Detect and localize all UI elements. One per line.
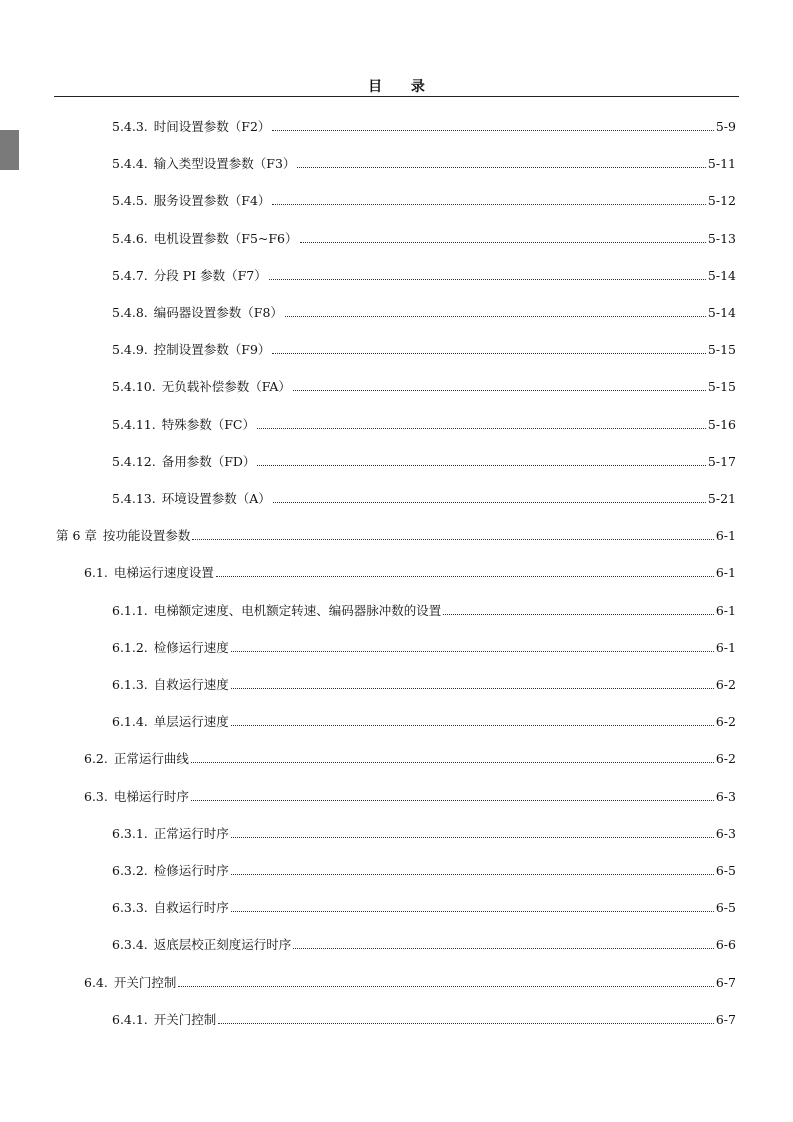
toc-entry[interactable] (84, 563, 736, 581)
toc-entry-title: 备用参数（FD） (161, 454, 256, 469)
toc-entry-title: 电机设置参数（F5~F6） (153, 231, 298, 246)
toc-dot-leader (231, 687, 714, 689)
toc-entry-page: 5-14 (707, 268, 736, 283)
toc-entry-title: 输入类型设置参数（F3） (153, 156, 296, 171)
toc-entry-title: 服务设置参数（F4） (153, 193, 271, 208)
toc-entry-page: 5-12 (707, 193, 736, 208)
toc-entry[interactable] (112, 117, 736, 135)
toc-entry[interactable] (112, 712, 736, 730)
toc-entry-number: 第 6 章 (56, 528, 97, 543)
toc-entry[interactable] (112, 377, 736, 395)
toc-dot-leader (178, 985, 713, 987)
toc-dot-leader (231, 724, 714, 726)
toc-entry-title: 控制设置参数（F9） (153, 342, 271, 357)
toc-entry-page: 5-11 (707, 156, 736, 171)
toc-entry-number: 6.3.1. (112, 826, 148, 841)
toc-entry-page: 5-9 (715, 119, 736, 134)
toc-dot-leader (285, 315, 706, 317)
toc-entry[interactable] (112, 229, 736, 247)
toc-dot-leader (191, 799, 714, 801)
toc-entry-page: 5-16 (707, 417, 736, 432)
toc-entry-title: 检修运行时序 (153, 863, 229, 878)
toc-entry[interactable] (112, 898, 736, 916)
toc-entry-number: 6.1. (84, 565, 108, 580)
toc-entry[interactable] (112, 1010, 736, 1028)
toc-entry-page: 5-21 (707, 491, 736, 506)
toc-entry-title: 单层运行速度 (153, 714, 229, 729)
toc-entry-number: 6.1.2. (112, 640, 148, 655)
toc-dot-leader (257, 427, 706, 429)
toc-entry-page: 5-15 (707, 379, 736, 394)
toc-entry-title: 正常运行曲线 (113, 751, 189, 766)
chapter-side-tab (0, 130, 19, 170)
toc-dot-leader (273, 501, 706, 503)
toc-entry[interactable] (112, 861, 736, 879)
toc-entry-number: 5.4.4. (112, 156, 148, 171)
toc-entry-page: 6-5 (715, 900, 736, 915)
toc-dot-leader (192, 538, 713, 540)
toc-entry[interactable] (84, 787, 736, 805)
toc-dot-leader (216, 575, 714, 577)
toc-entry-number: 5.4.10. (112, 379, 156, 394)
toc-entry[interactable] (56, 526, 736, 544)
toc-entry-page: 5-15 (707, 342, 736, 357)
toc-entry[interactable] (112, 191, 736, 209)
toc-dot-leader (231, 650, 714, 652)
toc-entry-page: 6-1 (715, 528, 736, 543)
toc-entry-page: 6-2 (715, 714, 736, 729)
toc-dot-leader (297, 166, 705, 168)
toc-entry[interactable] (112, 154, 736, 172)
toc-entry[interactable] (112, 824, 736, 842)
toc-entry-page: 6-3 (715, 789, 736, 804)
toc-entry-number: 5.4.7. (112, 268, 148, 283)
toc-entry-title: 时间设置参数（F2） (153, 119, 271, 134)
toc-entry-page: 5-17 (707, 454, 736, 469)
toc-entry-number: 6.2. (84, 751, 108, 766)
toc-entry-page: 6-1 (715, 603, 736, 618)
toc-entry[interactable] (112, 675, 736, 693)
toc-entry-number: 6.1.4. (112, 714, 148, 729)
toc-entry[interactable] (112, 303, 736, 321)
toc-dot-leader (269, 278, 706, 280)
toc-dot-leader (191, 761, 714, 763)
toc-entry[interactable] (112, 601, 736, 619)
toc-entry-number: 6.4. (84, 975, 108, 990)
toc-entry-title: 无负载补偿参数（FA） (161, 379, 291, 394)
toc-entry-number: 5.4.11. (112, 417, 156, 432)
toc-entry-title: 自救运行时序 (153, 900, 229, 915)
page-title: 目 录 (368, 79, 437, 95)
toc-entry-number: 5.4.9. (112, 342, 148, 357)
toc-entry[interactable] (112, 638, 736, 656)
header-divider (54, 96, 739, 97)
toc-dot-leader (218, 1022, 714, 1024)
toc-entry[interactable] (112, 340, 736, 358)
toc-entry-number: 5.4.3. (112, 119, 148, 134)
toc-dot-leader (272, 203, 705, 205)
toc-entry[interactable] (112, 452, 736, 470)
toc-dot-leader (231, 910, 714, 912)
toc-entry-title: 电梯运行速度设置 (113, 565, 214, 580)
toc-entry-page: 5-13 (707, 231, 736, 246)
toc-entry-title: 按功能设置参数 (102, 528, 191, 543)
toc-dot-leader (231, 873, 714, 875)
toc-entry[interactable] (112, 489, 736, 507)
toc-entry-number: 5.4.13. (112, 491, 156, 506)
toc-entry-number: 5.4.5. (112, 193, 148, 208)
toc-entry-title: 返底层校正刻度运行时序 (153, 937, 292, 952)
toc-dot-leader (257, 464, 705, 466)
toc-entry-title: 检修运行速度 (153, 640, 229, 655)
toc-entry-title: 自救运行速度 (153, 677, 229, 692)
toc-entry[interactable] (84, 749, 736, 767)
toc-dot-leader (293, 947, 714, 949)
toc-entry-page: 6-7 (715, 1012, 736, 1027)
toc-entry-page: 6-2 (715, 751, 736, 766)
toc-entry-number: 5.4.6. (112, 231, 148, 246)
toc-entry[interactable] (112, 935, 736, 953)
toc-entry-title: 环境设置参数（A） (161, 491, 271, 506)
toc-dot-leader (293, 389, 706, 391)
toc-entry[interactable] (112, 266, 736, 284)
toc-entry-page: 6-7 (715, 975, 736, 990)
toc-entry-number: 6.3.4. (112, 937, 148, 952)
toc-entry-title: 开关门控制 (113, 975, 177, 990)
toc-entry-title: 编码器设置参数（F8） (153, 305, 283, 320)
toc-entry-page: 6-5 (715, 863, 736, 878)
toc-entry-page: 6-2 (715, 677, 736, 692)
toc-entry-title: 电梯运行时序 (113, 789, 189, 804)
toc-entry-title: 特殊参数（FC） (161, 417, 255, 432)
toc-dot-leader (272, 352, 705, 354)
toc-entry-title: 开关门控制 (153, 1012, 217, 1027)
toc-entry-number: 6.3. (84, 789, 108, 804)
toc-entry[interactable] (84, 973, 736, 991)
toc-entry-page: 6-1 (715, 640, 736, 655)
toc-entry-number: 6.4.1. (112, 1012, 148, 1027)
toc-entry-page: 6-6 (715, 937, 736, 952)
toc-entry-page: 6-3 (715, 826, 736, 841)
toc-entry-number: 6.1.1. (112, 603, 148, 618)
toc-entry-title: 分段 PI 参数（F7） (153, 268, 267, 283)
toc-entry-page: 5-14 (707, 305, 736, 320)
toc-entry-number: 6.3.2. (112, 863, 148, 878)
toc-entry-number: 6.3.3. (112, 900, 148, 915)
toc-entry-title: 正常运行时序 (153, 826, 229, 841)
toc-entry-number: 5.4.12. (112, 454, 156, 469)
toc-entry-number: 6.1.3. (112, 677, 148, 692)
toc-entry[interactable] (112, 415, 736, 433)
toc-dot-leader (272, 129, 713, 131)
toc-dot-leader (300, 241, 706, 243)
toc-entry-number: 5.4.8. (112, 305, 148, 320)
toc-entry-page: 6-1 (715, 565, 736, 580)
toc-dot-leader (443, 613, 714, 615)
toc-dot-leader (231, 836, 714, 838)
toc-entry-title: 电梯额定速度、电机额定转速、编码器脉冲数的设置 (153, 603, 442, 618)
